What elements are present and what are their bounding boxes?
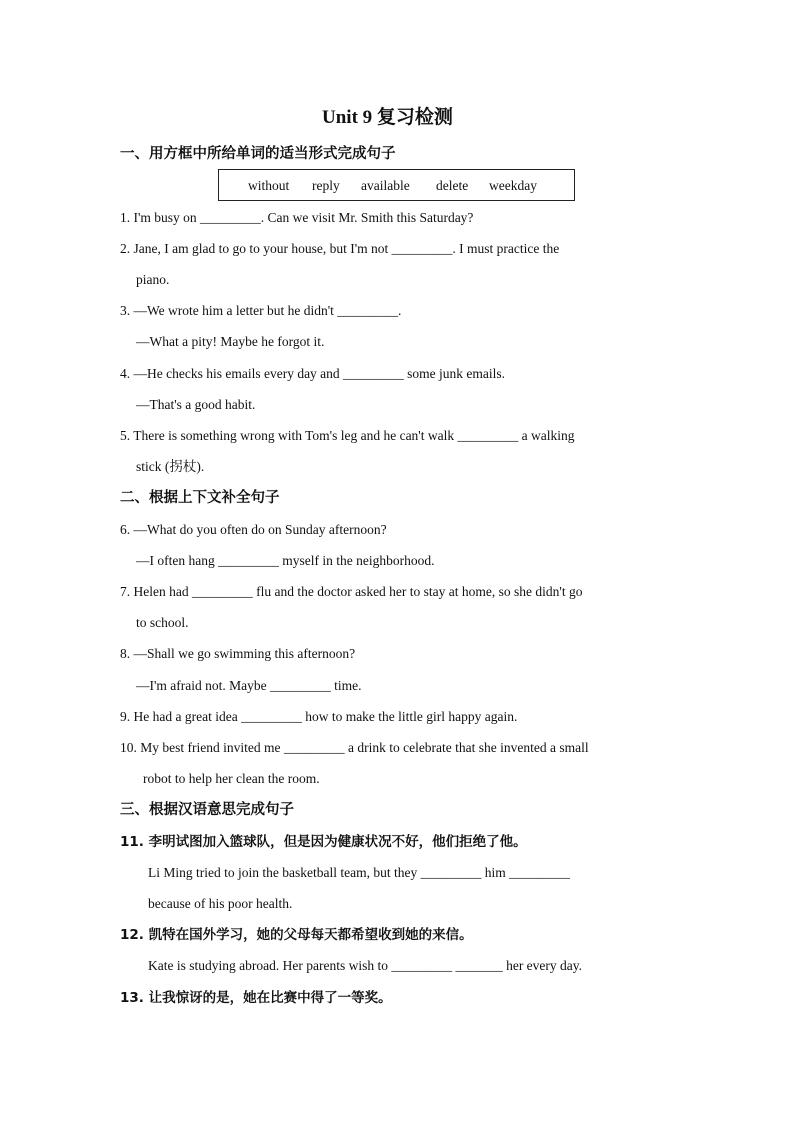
question-4-line-2: —That's a good habit. bbox=[136, 397, 256, 412]
question-10-line-2: robot to help her clean the room. bbox=[143, 771, 320, 786]
question-9: 9. He had a great idea _________ how to make the little girl happy again. bbox=[120, 709, 518, 724]
question-1: 1. I'm busy on _________. Can we visit Mr. Smith this Saturday? bbox=[120, 210, 474, 225]
question-6-line-2: —I often hang _________ myself in the neighborhood. bbox=[136, 553, 435, 568]
question-2-line-2: piano. bbox=[136, 272, 170, 287]
word-box bbox=[218, 169, 575, 201]
question-13-chinese: 13. 让我惊讶的是，她在比赛中得了一等奖。 bbox=[120, 990, 392, 1006]
question-11-english-line-2: because of his poor health. bbox=[148, 896, 293, 911]
question-7-line-2: to school. bbox=[136, 615, 189, 630]
question-12-english: Kate is studying abroad. Her parents wish to _________ _______ her every day. bbox=[148, 958, 583, 973]
question-6-line-1: 6. —What do you often do on Sunday afternoon? bbox=[120, 522, 387, 537]
question-2-line-1: 2. Jane, I am glad to go to your house, but I'm not _________. I must practice the bbox=[120, 241, 560, 256]
question-7-line-1: 7. Helen had _________ flu and the doctor asked her to stay at home, so she didn't go bbox=[120, 584, 583, 599]
question-11-english-line-1: Li Ming tried to join the basketball team, but they _________ him _________ bbox=[148, 865, 570, 880]
word-without: without bbox=[248, 178, 290, 193]
section-2-heading: 二、根据上下文补全句子 bbox=[120, 490, 280, 506]
question-4-line-1: 4. —He checks his emails every day and _________ some junk emails. bbox=[120, 366, 506, 381]
word-reply: reply bbox=[312, 178, 340, 193]
word-available: available bbox=[361, 178, 410, 193]
section-3-heading: 三、根据汉语意思完成句子 bbox=[120, 802, 294, 818]
question-11-chinese: 11. 李明试图加入篮球队，但是因为健康状况不好，他们拒绝了他。 bbox=[120, 834, 527, 850]
question-3-line-1: 3. —We wrote him a letter but he didn't _________. bbox=[120, 303, 402, 318]
question-5-line-1: 5. There is something wrong with Tom's leg and he can't walk _________ a walking bbox=[120, 428, 575, 443]
question-8-line-2: —I'm afraid not. Maybe _________ time. bbox=[136, 678, 362, 693]
question-10-line-1: 10. My best friend invited me _________ a drink to celebrate that she invented a small bbox=[120, 740, 589, 755]
page-title: Unit 9 复习检测 bbox=[322, 107, 453, 128]
question-5-line-2: stick (拐杖). bbox=[136, 459, 205, 474]
section-1-heading: 一、用方框中所给单词的适当形式完成句子 bbox=[120, 146, 396, 162]
word-delete: delete bbox=[436, 178, 469, 193]
question-8-line-1: 8. —Shall we go swimming this afternoon? bbox=[120, 646, 356, 661]
question-12-chinese: 12. 凯特在国外学习，她的父母每天都希望收到她的来信。 bbox=[120, 927, 473, 943]
question-3-line-2: —What a pity! Maybe he forgot it. bbox=[136, 334, 325, 349]
word-weekday: weekday bbox=[489, 178, 537, 193]
